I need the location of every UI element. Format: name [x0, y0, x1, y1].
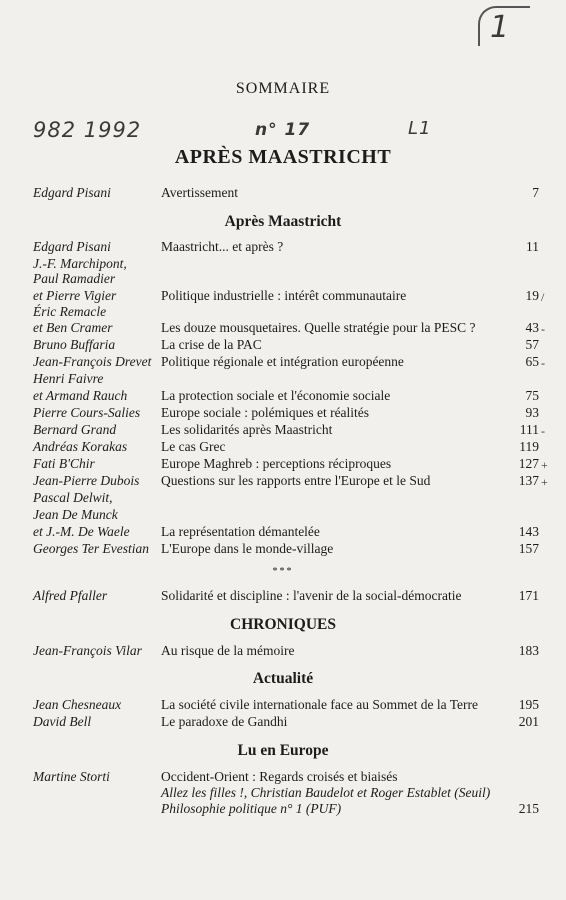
toc-page: 19 — [525, 288, 539, 303]
toc-author: Henri Faivre — [33, 371, 104, 386]
toc-page: 201 — [518, 714, 539, 729]
toc-title: Occident-Orient : Regards croisés et biaisés — [161, 769, 398, 784]
toc-page: 93 — [525, 405, 539, 420]
toc-title: Questions sur les rapports entre l'Europe et le Sud — [161, 473, 431, 488]
toc-author: Jean De Munck — [33, 507, 118, 522]
toc-author: Bruno Buffaria — [33, 337, 116, 352]
toc-page: 7 — [532, 185, 539, 200]
toc-page: 11 — [526, 239, 539, 254]
toc-author: Bernard Grand — [33, 422, 117, 437]
toc-title: Allez les filles !, Christian Baudelot et Roger Establet (Seuil) — [161, 785, 491, 800]
toc-author: Éric Remacle — [33, 304, 107, 319]
toc-title: La protection sociale et l'économie sociale — [161, 388, 391, 403]
toc-page: 127 — [518, 456, 539, 471]
toc-page: 215 — [518, 801, 539, 816]
toc-page: 43 — [525, 320, 539, 335]
toc-author: J.-F. Marchipont, — [33, 256, 127, 271]
issue-number: n° 17 — [255, 120, 311, 140]
handwritten-reference: 982 1992 — [33, 118, 142, 142]
page-mark: + — [541, 458, 548, 472]
toc-title: Le paradoxe de Gandhi — [161, 714, 288, 729]
toc-page: 195 — [518, 697, 539, 712]
sommaire-heading: SOMMAIRE — [235, 80, 331, 97]
toc-author: Georges Ter Evestian — [33, 541, 149, 556]
toc-page: 171 — [518, 588, 539, 603]
toc-author: Alfred Pfaller — [33, 588, 108, 603]
toc-author: et Pierre Vigier — [33, 288, 117, 303]
toc-author: Pierre Cours-Salies — [33, 405, 141, 420]
page-mark: - — [541, 356, 545, 370]
page-mark: - — [541, 322, 545, 336]
toc-author: Andréas Korakas — [33, 439, 128, 454]
section-heading-chroniques: CHRONIQUES — [230, 616, 336, 633]
toc-page: 157 — [518, 541, 539, 556]
section-heading-lu-en-europe: Lu en Europe — [237, 742, 329, 759]
toc-title: Europe sociale : polémiques et réalités — [161, 405, 370, 420]
toc-title: Le cas Grec — [161, 439, 226, 454]
toc-title: Les douze mousquetaires. Quelle stratégie pour la PESC ? — [161, 320, 476, 335]
toc-title: Maastricht... et après ? — [161, 239, 284, 254]
page-mark: - — [541, 424, 545, 438]
toc-page: 65 — [525, 354, 539, 369]
toc-page: 119 — [519, 439, 539, 454]
toc-author: Edgard Pisani — [33, 239, 111, 254]
toc-author: Paul Ramadier — [33, 271, 116, 286]
toc-author: Martine Storti — [33, 769, 110, 784]
handwritten-mark: L1 — [408, 118, 432, 139]
section-heading-actualite: Actualité — [252, 670, 314, 687]
page-mark: / — [541, 290, 545, 304]
toc-author: Edgard Pisani — [33, 185, 111, 200]
toc-title: La représentation démantelée — [161, 524, 320, 539]
toc-author: et Ben Cramer — [33, 320, 113, 335]
toc-page: 137 — [518, 473, 539, 488]
handwritten-corner-note: 1 — [478, 6, 530, 46]
toc-title: Europe Maghreb : perceptions réciproques — [161, 456, 392, 471]
toc-page: 183 — [518, 643, 539, 658]
issue-title: APRÈS MAASTRICHT — [174, 146, 392, 168]
toc-title: La société civile internationale face au Sommet de la Terre — [161, 697, 479, 712]
toc-title: La crise de la PAC — [161, 337, 262, 352]
toc-author: Fati B'Chir — [33, 456, 95, 471]
toc-author: Pascal Delwit, — [33, 490, 113, 505]
toc-page: 75 — [525, 388, 539, 403]
toc-title: Avertissement — [161, 185, 238, 200]
page-mark: + — [541, 475, 548, 489]
toc-title: Solidarité et discipline : l'avenir de la social-démocratie — [161, 588, 462, 603]
toc-page: 57 — [525, 337, 539, 352]
toc-author: Jean-François Drevet — [33, 354, 152, 369]
toc-author: David Bell — [33, 714, 92, 729]
section-heading-apres-maastricht: Après Maastricht — [224, 213, 342, 230]
toc-title: Politique régionale et intégration européenne — [161, 354, 404, 369]
toc-author: Jean Chesneaux — [33, 697, 122, 712]
toc-author: Jean-Pierre Dubois — [33, 473, 140, 488]
toc-page: 143 — [518, 524, 539, 539]
toc-title: Philosophie politique n° 1 (PUF) — [161, 801, 342, 816]
toc-title: Au risque de la mémoire — [161, 643, 295, 658]
toc-title: L'Europe dans le monde-village — [161, 541, 334, 556]
separator-asterisks: *** — [272, 566, 294, 577]
toc-author: Jean-François Vilar — [33, 643, 142, 658]
toc-page: 111 — [519, 422, 539, 437]
toc-title: Politique industrielle : intérêt communautaire — [161, 288, 407, 303]
toc-author: et Armand Rauch — [33, 388, 128, 403]
toc-author: et J.-M. De Waele — [33, 524, 130, 539]
toc-title: Les solidarités après Maastricht — [161, 422, 333, 437]
